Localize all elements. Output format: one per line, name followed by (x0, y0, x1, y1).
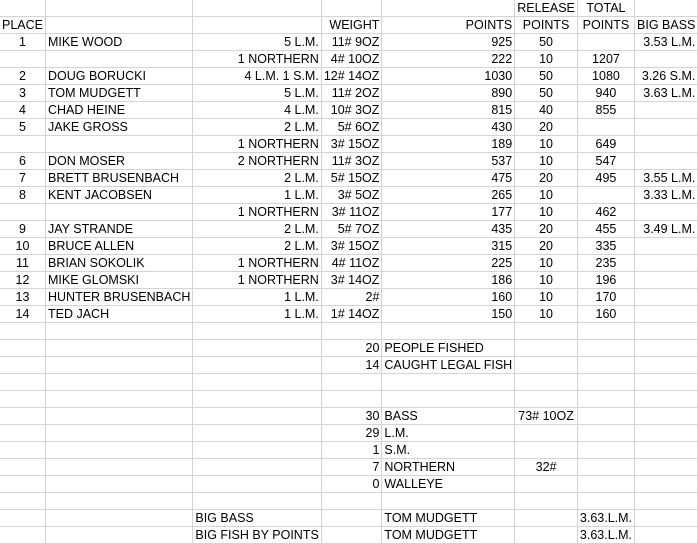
summary-count[interactable]: 14 (321, 357, 382, 374)
award-value[interactable]: 3.63.L.M. (577, 510, 634, 527)
release-header-top[interactable]: RELEASE (515, 0, 578, 17)
points-cell[interactable]: 537 (382, 153, 515, 170)
cell[interactable] (515, 493, 578, 510)
catch-cell[interactable]: 1 L.M. (193, 289, 321, 306)
name-cell[interactable]: BRUCE ALLEN (46, 238, 193, 255)
big-bass-cell[interactable] (635, 119, 698, 136)
place-cell[interactable]: 12 (0, 272, 46, 289)
cell[interactable] (46, 510, 193, 527)
name-cell[interactable] (46, 136, 193, 153)
weight-cell[interactable]: 2# (321, 289, 382, 306)
name-cell[interactable]: DON MOSER (46, 153, 193, 170)
cell[interactable] (193, 476, 321, 493)
cell[interactable] (635, 323, 698, 340)
name-cell[interactable] (46, 51, 193, 68)
table-row (0, 204, 698, 221)
place-cell[interactable]: 8 (0, 187, 46, 204)
weight-cell[interactable]: 5# 6OZ (321, 119, 382, 136)
big-bass-cell[interactable] (635, 136, 698, 153)
points-cell[interactable]: 150 (382, 306, 515, 323)
cell[interactable] (577, 374, 634, 391)
cell[interactable] (193, 425, 321, 442)
points-cell[interactable]: 160 (382, 289, 515, 306)
total-points-cell[interactable] (577, 187, 634, 204)
cell[interactable] (193, 459, 321, 476)
weight-cell[interactable]: 5# 15OZ (321, 170, 382, 187)
release-points-cell[interactable]: 50 (515, 34, 578, 51)
cell[interactable] (46, 391, 193, 408)
big-bass-cell[interactable] (635, 289, 698, 306)
summary-weight[interactable]: 32# (515, 459, 578, 476)
cell[interactable] (635, 459, 698, 476)
table-row (0, 119, 698, 136)
place-cell[interactable]: 6 (0, 153, 46, 170)
cell[interactable] (577, 408, 634, 425)
release-points-cell[interactable]: 50 (515, 68, 578, 85)
cell[interactable] (193, 408, 321, 425)
table-row (0, 102, 698, 119)
points-cell[interactable]: 925 (382, 34, 515, 51)
total-points-cell[interactable]: 495 (577, 170, 634, 187)
release-points-header[interactable]: POINTS (515, 17, 578, 34)
summary-count[interactable]: 0 (321, 476, 382, 493)
total-points-cell[interactable]: 160 (577, 306, 634, 323)
name-cell[interactable]: TED JACH (46, 306, 193, 323)
cell[interactable] (577, 425, 634, 442)
total-points-cell[interactable]: 462 (577, 204, 634, 221)
cell[interactable] (0, 0, 46, 17)
big-bass-cell[interactable]: 3.49 L.M. (635, 221, 698, 238)
summary-label[interactable]: S.M. (382, 442, 515, 459)
summary-count[interactable]: 30 (321, 408, 382, 425)
release-points-cell[interactable]: 20 (515, 119, 578, 136)
total-points-cell[interactable]: 940 (577, 85, 634, 102)
big-bass-cell[interactable] (635, 153, 698, 170)
summary-label[interactable]: WALLEYE (382, 476, 515, 493)
table-row (0, 68, 698, 85)
cell[interactable] (577, 391, 634, 408)
table-row (0, 255, 698, 272)
header-row-1 (0, 0, 698, 17)
table-row (0, 187, 698, 204)
release-points-cell[interactable]: 10 (515, 136, 578, 153)
cell[interactable] (46, 442, 193, 459)
big-bass-cell[interactable] (635, 204, 698, 221)
cell[interactable] (46, 459, 193, 476)
name-cell[interactable] (46, 204, 193, 221)
big-bass-cell[interactable]: 3.33 L.M. (635, 187, 698, 204)
total-points-cell[interactable]: 1207 (577, 51, 634, 68)
release-points-cell[interactable]: 10 (515, 289, 578, 306)
big-bass-cell[interactable]: 3.63 L.M. (635, 85, 698, 102)
catch-cell[interactable]: 1 NORTHERN (193, 272, 321, 289)
cell[interactable] (0, 510, 46, 527)
big-bass-cell[interactable] (635, 255, 698, 272)
award-winner[interactable]: TOM MUDGETT (382, 527, 515, 544)
name-cell[interactable]: HUNTER BRUSENBACH (46, 289, 193, 306)
release-points-cell[interactable]: 20 (515, 221, 578, 238)
summary-weight[interactable]: 73# 10OZ (515, 408, 578, 425)
cell[interactable] (46, 357, 193, 374)
big-bass-cell[interactable] (635, 306, 698, 323)
cell[interactable] (193, 340, 321, 357)
cell[interactable] (193, 0, 321, 17)
cell[interactable] (577, 459, 634, 476)
weight-cell[interactable]: 1# 14OZ (321, 306, 382, 323)
points-cell[interactable]: 475 (382, 170, 515, 187)
release-points-cell[interactable]: 20 (515, 238, 578, 255)
cell[interactable] (382, 323, 515, 340)
summary-row (0, 442, 698, 459)
points-cell[interactable]: 435 (382, 221, 515, 238)
catch-cell[interactable]: 2 NORTHERN (193, 153, 321, 170)
total-points-cell[interactable]: 649 (577, 136, 634, 153)
cell[interactable] (0, 527, 46, 544)
summary-count[interactable]: 1 (321, 442, 382, 459)
cell[interactable] (193, 323, 321, 340)
release-points-cell[interactable]: 10 (515, 255, 578, 272)
cell[interactable] (577, 323, 634, 340)
weight-cell[interactable]: 11# 3OZ (321, 153, 382, 170)
summary-label[interactable]: PEOPLE FISHED (382, 340, 515, 357)
total-points-cell[interactable]: 547 (577, 153, 634, 170)
place-cell[interactable]: 5 (0, 119, 46, 136)
weight-cell[interactable]: 12# 14OZ (321, 68, 382, 85)
empty-row (0, 391, 698, 408)
summary-count[interactable]: 20 (321, 340, 382, 357)
cell[interactable] (635, 476, 698, 493)
header-row-2 (0, 17, 698, 34)
catch-cell[interactable]: 5 L.M. (193, 85, 321, 102)
cell[interactable] (515, 340, 578, 357)
cell[interactable] (635, 527, 698, 544)
cell[interactable] (577, 357, 634, 374)
cell[interactable] (193, 391, 321, 408)
table-row (0, 289, 698, 306)
place-cell[interactable] (0, 204, 46, 221)
award-winner[interactable]: TOM MUDGETT (382, 510, 515, 527)
release-points-cell[interactable]: 10 (515, 306, 578, 323)
name-cell[interactable]: KENT JACOBSEN (46, 187, 193, 204)
points-cell[interactable]: 189 (382, 136, 515, 153)
cell[interactable] (46, 527, 193, 544)
points-cell[interactable]: 430 (382, 119, 515, 136)
place-cell[interactable]: 4 (0, 102, 46, 119)
cell[interactable] (635, 357, 698, 374)
table-row (0, 238, 698, 255)
total-points-cell[interactable]: 196 (577, 272, 634, 289)
summary-row (0, 408, 698, 425)
total-points-cell[interactable]: 1080 (577, 68, 634, 85)
points-cell[interactable]: 222 (382, 51, 515, 68)
summary-row (0, 425, 698, 442)
cell[interactable] (515, 323, 578, 340)
award-row (0, 510, 698, 527)
place-cell[interactable]: 7 (0, 170, 46, 187)
release-points-cell[interactable]: 10 (515, 51, 578, 68)
weight-cell[interactable]: 4# 10OZ (321, 51, 382, 68)
points-cell[interactable]: 890 (382, 85, 515, 102)
cell[interactable] (46, 340, 193, 357)
cell[interactable] (46, 323, 193, 340)
total-points-cell[interactable]: 855 (577, 102, 634, 119)
cell[interactable] (515, 510, 578, 527)
catch-cell[interactable]: 1 L.M. (193, 187, 321, 204)
table-row (0, 221, 698, 238)
place-header[interactable]: PLACE (0, 17, 46, 34)
place-cell[interactable]: 14 (0, 306, 46, 323)
cell[interactable] (635, 425, 698, 442)
points-cell[interactable]: 225 (382, 255, 515, 272)
cell[interactable] (46, 493, 193, 510)
catch-cell[interactable]: 2 L.M. (193, 238, 321, 255)
table-row (0, 51, 698, 68)
cell[interactable] (515, 391, 578, 408)
points-cell[interactable]: 315 (382, 238, 515, 255)
cell[interactable] (46, 425, 193, 442)
weight-cell[interactable]: 3# 11OZ (321, 204, 382, 221)
cell[interactable] (0, 374, 46, 391)
name-cell[interactable]: MIKE GLOMSKI (46, 272, 193, 289)
table-row (0, 85, 698, 102)
big-bass-header[interactable]: BIG BASS (635, 17, 698, 34)
weight-cell[interactable]: 4# 11OZ (321, 255, 382, 272)
big-bass-cell[interactable]: 3.26 S.M. (635, 68, 698, 85)
table-row (0, 34, 698, 51)
table-row (0, 153, 698, 170)
place-cell[interactable]: 1 (0, 34, 46, 51)
release-points-cell[interactable]: 10 (515, 204, 578, 221)
catch-cell[interactable]: 2 L.M. (193, 170, 321, 187)
name-cell[interactable]: TOM MUDGETT (46, 85, 193, 102)
release-points-cell[interactable]: 40 (515, 102, 578, 119)
empty-row (0, 493, 698, 510)
total-points-cell[interactable] (577, 119, 634, 136)
cell[interactable] (635, 510, 698, 527)
name-cell[interactable]: MIKE WOOD (46, 34, 193, 51)
summary-row (0, 476, 698, 493)
release-points-cell[interactable]: 20 (515, 170, 578, 187)
cell[interactable] (321, 527, 382, 544)
cell[interactable] (193, 357, 321, 374)
catch-cell[interactable]: 2 L.M. (193, 119, 321, 136)
cell[interactable] (0, 476, 46, 493)
cell[interactable] (0, 323, 46, 340)
cell[interactable] (0, 493, 46, 510)
weight-cell[interactable]: 5# 7OZ (321, 221, 382, 238)
big-bass-cell[interactable] (635, 102, 698, 119)
catch-cell[interactable]: 1 NORTHERN (193, 204, 321, 221)
cell[interactable] (0, 459, 46, 476)
cell[interactable] (577, 442, 634, 459)
cell[interactable] (0, 357, 46, 374)
cell[interactable] (321, 323, 382, 340)
cell[interactable] (0, 408, 46, 425)
cell[interactable] (193, 493, 321, 510)
cell[interactable] (321, 391, 382, 408)
summary-label[interactable]: L.M. (382, 425, 515, 442)
empty-row (0, 323, 698, 340)
total-points-cell[interactable]: 335 (577, 238, 634, 255)
cell[interactable] (382, 391, 515, 408)
cell[interactable] (635, 340, 698, 357)
weight-cell[interactable]: 3# 5OZ (321, 187, 382, 204)
cell[interactable] (193, 374, 321, 391)
points-cell[interactable]: 1030 (382, 68, 515, 85)
cell[interactable] (0, 425, 46, 442)
weight-cell[interactable]: 3# 15OZ (321, 238, 382, 255)
cell[interactable] (46, 17, 193, 34)
total-points-cell[interactable]: 455 (577, 221, 634, 238)
summary-row (0, 357, 698, 374)
place-cell[interactable]: 3 (0, 85, 46, 102)
name-cell[interactable]: BRIAN SOKOLIK (46, 255, 193, 272)
cell[interactable] (515, 425, 578, 442)
points-cell[interactable]: 265 (382, 187, 515, 204)
cell[interactable] (46, 408, 193, 425)
cell[interactable] (0, 391, 46, 408)
cell[interactable] (635, 0, 698, 17)
cell[interactable] (515, 527, 578, 544)
cell[interactable] (321, 0, 382, 17)
cell[interactable] (321, 374, 382, 391)
award-row (0, 527, 698, 544)
cell[interactable] (321, 493, 382, 510)
cell[interactable] (193, 442, 321, 459)
big-bass-cell[interactable] (635, 238, 698, 255)
cell[interactable] (382, 0, 515, 17)
points-header[interactable]: POINTS (382, 17, 515, 34)
place-cell[interactable]: 11 (0, 255, 46, 272)
weight-cell[interactable]: 11# 2OZ (321, 85, 382, 102)
summary-label[interactable]: NORTHERN (382, 459, 515, 476)
catch-cell[interactable]: 1 NORTHERN (193, 255, 321, 272)
place-cell[interactable] (0, 136, 46, 153)
cell[interactable] (46, 476, 193, 493)
catch-cell[interactable]: 1 NORTHERN (193, 136, 321, 153)
cell[interactable] (193, 17, 321, 34)
summary-row (0, 340, 698, 357)
summary-label[interactable]: CAUGHT LEGAL FISH (382, 357, 515, 374)
name-cell[interactable]: JAY STRANDE (46, 221, 193, 238)
big-bass-cell[interactable] (635, 272, 698, 289)
cell[interactable] (0, 442, 46, 459)
cell[interactable] (515, 357, 578, 374)
big-bass-cell[interactable] (635, 51, 698, 68)
big-bass-cell[interactable]: 3.55 L.M. (635, 170, 698, 187)
table-row (0, 306, 698, 323)
cell[interactable] (577, 493, 634, 510)
weight-header[interactable]: WEIGHT (321, 17, 382, 34)
points-cell[interactable]: 177 (382, 204, 515, 221)
weight-cell[interactable]: 3# 14OZ (321, 272, 382, 289)
table-row (0, 136, 698, 153)
summary-count[interactable]: 7 (321, 459, 382, 476)
points-cell[interactable]: 186 (382, 272, 515, 289)
cell[interactable] (577, 340, 634, 357)
cell[interactable] (46, 0, 193, 17)
release-points-cell[interactable]: 10 (515, 153, 578, 170)
award-label[interactable]: BIG BASS (193, 510, 321, 527)
summary-row (0, 459, 698, 476)
summary-count[interactable]: 29 (321, 425, 382, 442)
cell[interactable] (635, 408, 698, 425)
name-cell[interactable]: BRETT BRUSENBACH (46, 170, 193, 187)
catch-cell[interactable]: 5 L.M. (193, 34, 321, 51)
name-cell[interactable]: JAKE GROSS (46, 119, 193, 136)
place-cell[interactable]: 9 (0, 221, 46, 238)
cell[interactable] (577, 476, 634, 493)
total-header-top[interactable]: TOTAL (577, 0, 634, 17)
cell[interactable] (635, 391, 698, 408)
table-row (0, 272, 698, 289)
weight-cell[interactable]: 11# 9OZ (321, 34, 382, 51)
cell[interactable] (635, 374, 698, 391)
release-points-cell[interactable]: 10 (515, 187, 578, 204)
cell[interactable] (515, 374, 578, 391)
catch-cell[interactable]: 1 NORTHERN (193, 51, 321, 68)
name-cell[interactable]: CHAD HEINE (46, 102, 193, 119)
cell[interactable] (46, 374, 193, 391)
cell[interactable] (515, 442, 578, 459)
place-cell[interactable]: 13 (0, 289, 46, 306)
release-points-cell[interactable]: 50 (515, 85, 578, 102)
place-cell[interactable]: 2 (0, 68, 46, 85)
cell[interactable] (0, 340, 46, 357)
cell[interactable] (635, 493, 698, 510)
total-points-cell[interactable]: 235 (577, 255, 634, 272)
total-points-cell[interactable]: 170 (577, 289, 634, 306)
cell[interactable] (321, 510, 382, 527)
award-value[interactable]: 3.63.L.M. (577, 527, 634, 544)
catch-cell[interactable]: 1 L.M. (193, 306, 321, 323)
total-points-header[interactable]: POINTS (577, 17, 634, 34)
empty-row (0, 374, 698, 391)
catch-cell[interactable]: 4 L.M. 1 S.M. (193, 68, 321, 85)
total-points-cell[interactable] (577, 34, 634, 51)
cell[interactable] (515, 476, 578, 493)
cell[interactable] (635, 442, 698, 459)
weight-cell[interactable]: 10# 3OZ (321, 102, 382, 119)
release-points-cell[interactable]: 10 (515, 272, 578, 289)
weight-cell[interactable]: 3# 15OZ (321, 136, 382, 153)
summary-label[interactable]: BASS (382, 408, 515, 425)
cell[interactable] (382, 493, 515, 510)
name-cell[interactable]: DOUG BORUCKI (46, 68, 193, 85)
cell[interactable] (382, 374, 515, 391)
catch-cell[interactable]: 4 L.M. (193, 102, 321, 119)
place-cell[interactable] (0, 51, 46, 68)
table-row (0, 170, 698, 187)
points-cell[interactable]: 815 (382, 102, 515, 119)
place-cell[interactable]: 10 (0, 238, 46, 255)
award-label[interactable]: BIG FISH BY POINTS (193, 527, 321, 544)
big-bass-cell[interactable]: 3.53 L.M. (635, 34, 698, 51)
catch-cell[interactable]: 2 L.M. (193, 221, 321, 238)
